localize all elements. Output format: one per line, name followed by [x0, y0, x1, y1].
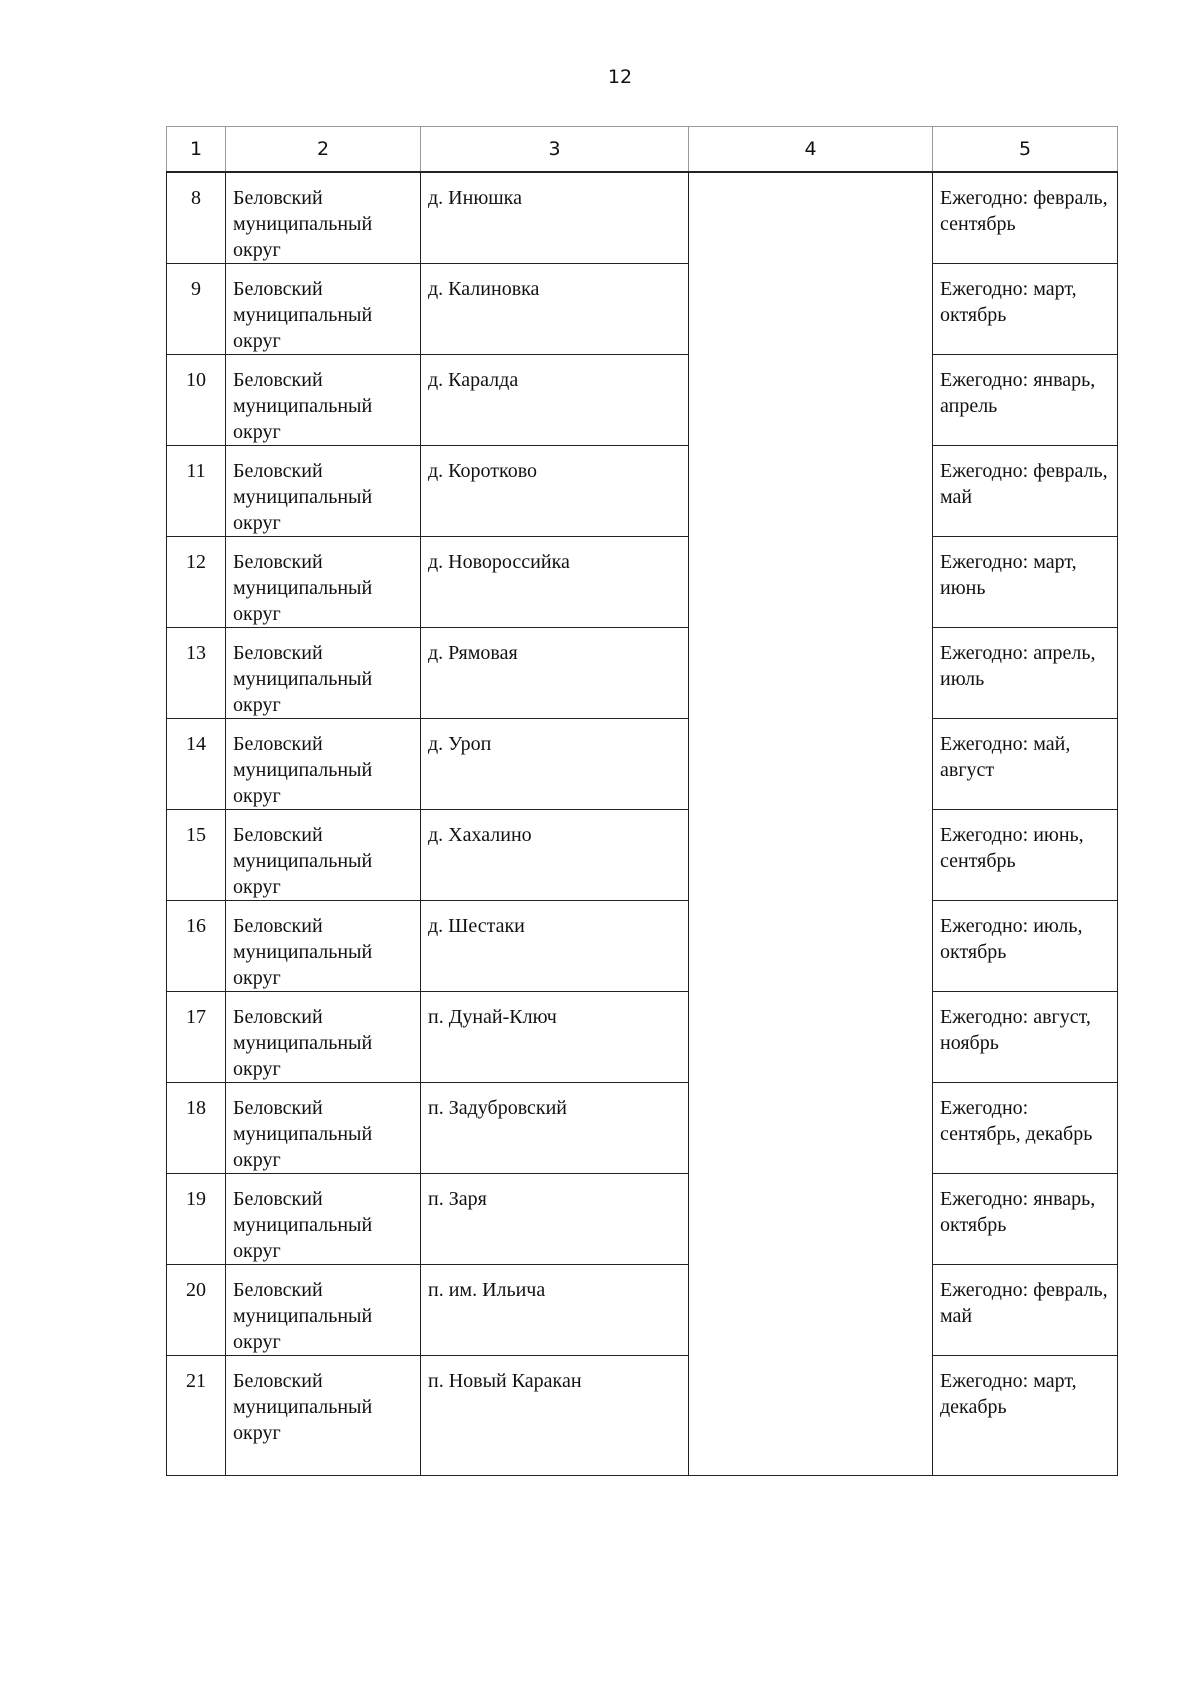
locality-cell: д. Уроп: [421, 719, 689, 810]
row-number-cell: 11: [167, 446, 226, 537]
district-cell: Беловский муниципальный округ: [226, 1174, 421, 1265]
locality-cell: д. Рямовая: [421, 628, 689, 719]
row-number-cell: 14: [167, 719, 226, 810]
table-row: [167, 901, 1118, 992]
table-row: [167, 1174, 1118, 1265]
row-number-cell: 17: [167, 992, 226, 1083]
column-header-5: 5: [933, 127, 1118, 173]
row-number-cell: 9: [167, 264, 226, 355]
district-cell: Беловский муниципальный округ: [226, 1356, 421, 1476]
schedule-cell: Ежегодно: март, декабрь: [933, 1356, 1118, 1476]
locality-cell: д. Инюшка: [421, 172, 689, 264]
row-number-cell: 10: [167, 355, 226, 446]
table-body: [167, 172, 1118, 1476]
locality-cell: п. Заря: [421, 1174, 689, 1265]
table-row: [167, 264, 1118, 355]
schedule-cell: Ежегодно: сентябрь, декабрь: [933, 1083, 1118, 1174]
locality-cell: п. им. Ильича: [421, 1265, 689, 1356]
table-row: [167, 1356, 1118, 1476]
schedule-cell: Ежегодно: июль, октябрь: [933, 901, 1118, 992]
row-number-cell: 12: [167, 537, 226, 628]
column-4-merged-cell: [689, 172, 933, 1476]
schedule-cell: Ежегодно: июнь, сентябрь: [933, 810, 1118, 901]
column-header-3: 3: [421, 127, 689, 173]
table-row: [167, 992, 1118, 1083]
district-cell: Беловский муниципальный округ: [226, 172, 421, 264]
row-number-cell: 19: [167, 1174, 226, 1265]
table-row: [167, 1083, 1118, 1174]
table-row: [167, 446, 1118, 537]
district-cell: Беловский муниципальный округ: [226, 992, 421, 1083]
schedule-cell: Ежегодно: январь, октябрь: [933, 1174, 1118, 1265]
table-row: [167, 537, 1118, 628]
district-cell: Беловский муниципальный округ: [226, 355, 421, 446]
district-cell: Беловский муниципальный округ: [226, 446, 421, 537]
row-number-cell: 20: [167, 1265, 226, 1356]
table-row: [167, 628, 1118, 719]
district-cell: Беловский муниципальный округ: [226, 1083, 421, 1174]
district-cell: Беловский муниципальный округ: [226, 719, 421, 810]
district-cell: Беловский муниципальный округ: [226, 628, 421, 719]
row-number-cell: 21: [167, 1356, 226, 1476]
locality-cell: д. Новороссийка: [421, 537, 689, 628]
row-number-cell: 18: [167, 1083, 226, 1174]
table-row: [167, 355, 1118, 446]
row-number-cell: 16: [167, 901, 226, 992]
schedule-cell: Ежегодно: март, октябрь: [933, 264, 1118, 355]
locality-cell: д. Хахалино: [421, 810, 689, 901]
schedule-cell: Ежегодно: март, июнь: [933, 537, 1118, 628]
locality-cell: д. Шестаки: [421, 901, 689, 992]
district-cell: Беловский муниципальный округ: [226, 537, 421, 628]
row-number-cell: 8: [167, 172, 226, 264]
table-row: [167, 1265, 1118, 1356]
district-cell: Беловский муниципальный округ: [226, 264, 421, 355]
schedule-table: [166, 126, 1118, 1476]
district-cell: Беловский муниципальный округ: [226, 901, 421, 992]
schedule-cell: Ежегодно: февраль, сентябрь: [933, 172, 1118, 264]
row-number-cell: 15: [167, 810, 226, 901]
table-header-row: [167, 127, 1118, 173]
column-header-4: 4: [689, 127, 933, 173]
schedule-cell: Ежегодно: январь, апрель: [933, 355, 1118, 446]
schedule-cell: Ежегодно: февраль, май: [933, 446, 1118, 537]
schedule-cell: Ежегодно: август, ноябрь: [933, 992, 1118, 1083]
schedule-cell: Ежегодно: май, август: [933, 719, 1118, 810]
locality-cell: д. Коротково: [421, 446, 689, 537]
table-row: [167, 719, 1118, 810]
district-cell: Беловский муниципальный округ: [226, 810, 421, 901]
table-row: [167, 172, 1118, 264]
row-number-cell: 13: [167, 628, 226, 719]
locality-cell: д. Каралда: [421, 355, 689, 446]
column-header-2: 2: [226, 127, 421, 173]
column-header-1: 1: [167, 127, 226, 173]
district-cell: Беловский муниципальный округ: [226, 1265, 421, 1356]
locality-cell: п. Дунай-Ключ: [421, 992, 689, 1083]
page-number: 12: [607, 66, 633, 88]
locality-cell: д. Калиновка: [421, 264, 689, 355]
table-row: [167, 810, 1118, 901]
locality-cell: п. Задубровский: [421, 1083, 689, 1174]
locality-cell: п. Новый Каракан: [421, 1356, 689, 1476]
schedule-cell: Ежегодно: февраль, май: [933, 1265, 1118, 1356]
schedule-cell: Ежегодно: апрель, июль: [933, 628, 1118, 719]
